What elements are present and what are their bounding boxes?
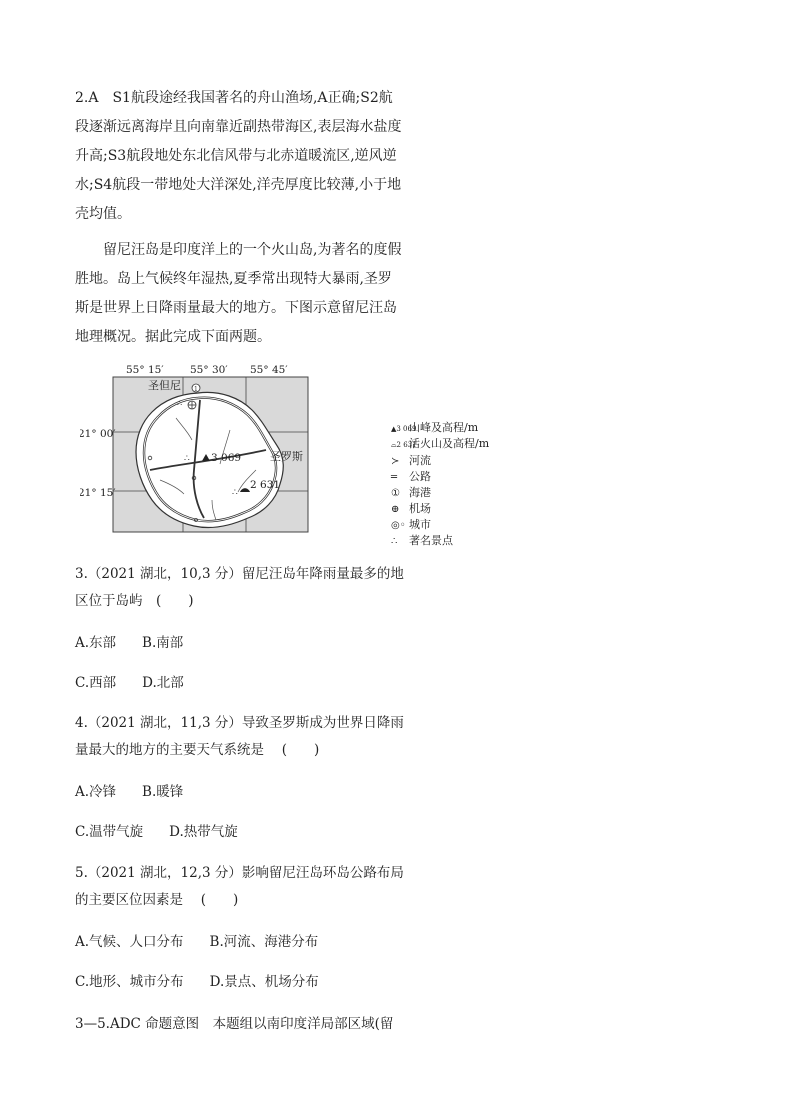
river-icon: ≻ (391, 456, 400, 467)
question-3-options-row-2 (75, 673, 184, 693)
question-4-options-row-2 (75, 822, 238, 842)
option-b[interactable]: B.河流、海港分布 (209, 934, 319, 950)
question-5-options-row-2 (75, 972, 319, 992)
question-4-options-row-1 (75, 782, 183, 802)
scenic-spot-icon: ∴ (232, 488, 238, 498)
legend-item-airport: ⊕ 机场 (391, 502, 431, 515)
option-a[interactable]: A.东部 (75, 635, 117, 651)
longitude-label: 55° 45′ (250, 364, 288, 376)
active-volcano-icon: ⌓2 631 (391, 441, 417, 449)
legend-item-volcano: ⌓2 631活火山及高程/m (391, 436, 489, 453)
answer-explanation-2: 2.A S1航段途经我国著名的舟山渔场,A正确;S2航段逐渐远离海岸且向南靠近副热带海区,表层海水盐度升高;S3航段地处东北信风带与北赤道暖流区,逆风逆水;S4航段一带地处大洋深处,洋壳厚度比较薄,小于地壳均值。 (75, 90, 402, 222)
longitude-label: 55° 30′ (190, 364, 228, 376)
legend-item-city: ◎◦ 城市 (391, 518, 431, 531)
road-icon: ═ (391, 472, 398, 483)
option-d[interactable]: D.北部 (142, 675, 184, 691)
map-graphic (80, 360, 425, 550)
option-c[interactable]: C.地形、城市分布 (75, 974, 184, 990)
city-icon: ◎◦ (391, 520, 406, 531)
peak-elevation-label: 3 069 (211, 452, 242, 464)
latitude-label: 21° 00′ (80, 428, 116, 440)
legend-item-peak: ▲3 069山峰及高程/m (391, 420, 478, 437)
legend-item-river: ≻ 河流 (391, 454, 431, 467)
question-3-stem: 3.（2021 湖北，10,3 分）留尼汪岛年降雨量最多的地区位于岛屿 ( ) (75, 566, 404, 609)
legend-item-road: ═ 公路 (391, 470, 431, 483)
option-b[interactable]: B.暖锋 (142, 784, 184, 800)
question-5-options-row-1 (75, 932, 318, 952)
volcano-elevation-label: 2 631 (250, 479, 281, 491)
legend-item-scenic: ∴ 著名景点 (391, 534, 453, 547)
option-c[interactable]: C.温带气旋 (75, 824, 144, 840)
scenic-spot-icon: ∴ (184, 454, 190, 464)
question-3-options-row-1 (75, 633, 183, 653)
option-d[interactable]: D.景点、机场分布 (209, 974, 319, 990)
question-4-stem: 4.（2021 湖北，11,3 分）导致圣罗斯成为世界日降雨量最大的地方的主要天气系统是 ( ) (75, 715, 404, 758)
place-label-saint-rose: 圣罗斯 (270, 450, 303, 463)
latitude-label: 21° 15′ (80, 487, 116, 499)
mountain-peak-icon: ▲3 069 (391, 425, 417, 433)
intro-paragraph: 留尼汪岛是印度洋上的一个火山岛,为著名的度假胜地。岛上气候终年湿热,夏季常出现特大暴雨,圣罗斯是世界上日降雨量最大的地方。下图示意留尼汪岛地理概况。据此完成下面两题。 (75, 242, 402, 345)
reunion-island-map (80, 360, 490, 550)
seaport-icon: ① (391, 488, 400, 499)
option-a[interactable]: A.冷锋 (75, 784, 117, 800)
legend-item-seaport: ① 海港 (391, 486, 431, 499)
scenic-spot-icon: ∴ (391, 536, 398, 547)
scenic-spot-icon: ∴ (177, 399, 183, 408)
option-a[interactable]: A.气候、人口分布 (75, 934, 184, 950)
option-c[interactable]: C.西部 (75, 675, 117, 691)
option-b[interactable]: B.南部 (142, 635, 184, 651)
answer-explanation-3-5: 3—5.ADC 命题意图 本题组以南印度洋局部区域(留 (75, 1016, 394, 1032)
svg-text:1: 1 (194, 386, 198, 393)
airport-icon: ⊕ (391, 504, 400, 515)
place-label-saint-denis: 圣但尼 (148, 379, 181, 392)
option-d[interactable]: D.热带气旋 (169, 824, 238, 840)
question-5-stem: 5.（2021 湖北，12,3 分）影响留尼汪岛环岛公路布局的主要区位因素是 ( ) (75, 865, 404, 908)
longitude-label: 55° 15′ (126, 364, 164, 376)
